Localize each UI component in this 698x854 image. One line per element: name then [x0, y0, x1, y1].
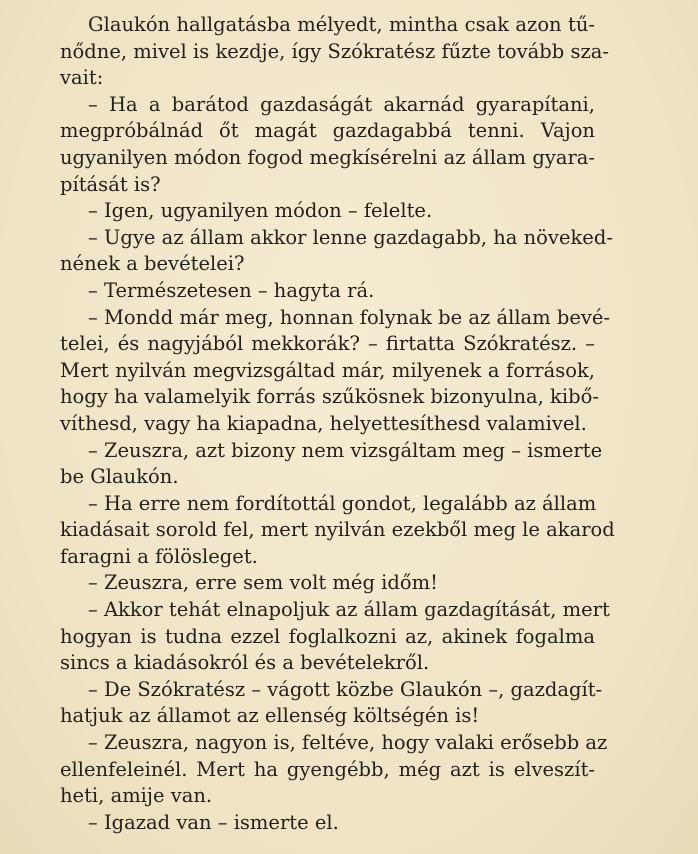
paragraph	[60, 198, 595, 225]
paragraph	[60, 597, 610, 677]
text-line: kiadásait sorold fel, mert nyilván ezekből meg le akarod	[60, 518, 615, 542]
text-line: telei, és nagyjából mekkorák? – firtatta Szókratész. –	[60, 332, 595, 356]
text-line: nének a bevételei?	[60, 252, 245, 276]
text-line: hogy ha valamelyik forrás szűkösnek bizonyulna, kibő-	[60, 385, 599, 409]
text-line: – Zeuszra, nagyon is, feltéve, hogy valaki erősebb az	[88, 731, 608, 755]
paragraph	[60, 278, 595, 305]
text-line: hogyan is tudna ezzel foglalkozni az, akinek fogalma	[60, 624, 595, 648]
text-line: be Glaukón.	[60, 465, 179, 489]
text-line: hatjuk az államot az ellenség költségén is!	[60, 704, 480, 728]
text-line: – Zeuszra, azt bizony nem vizsgáltam meg – ismerte	[88, 438, 603, 462]
text-line: víthesd, vagy ha kiapadna, helyettesíthesd valamivel.	[60, 411, 587, 435]
page-text	[60, 12, 615, 836]
paragraph	[60, 225, 613, 278]
paragraph	[60, 677, 603, 730]
text-line: ugyanilyen módon fogod megkísérelni az állam gyara-	[60, 145, 595, 169]
text-line: ellenfeleinél. Mert ha gyengébb, még azt is elveszít-	[60, 757, 595, 781]
paragraph	[60, 491, 615, 571]
text-line: – Akkor tehát elnapoljuk az állam gazdagítását, mert	[88, 598, 610, 622]
text-line: Glaukón hallgatásba mélyedt, mintha csak azon tű-	[88, 13, 595, 36]
text-line: – Zeuszra, erre sem volt még időm!	[88, 571, 438, 595]
text-line: – Ugye az állam akkor lenne gazdagabb, ha növeked-	[88, 225, 613, 249]
paragraph	[60, 92, 595, 198]
paragraph	[60, 570, 595, 597]
text-line: – De Szókratész – vágott közbe Glaukón –, gazdagít-	[88, 677, 603, 701]
text-line: vait:	[60, 66, 104, 90]
text-line: nődne, mivel is kezdje, így Szókratész fűzte tovább sza-	[60, 39, 609, 63]
text-line: megpróbálnád őt magát gazdagabbá tenni. Vajon	[60, 119, 595, 143]
text-line: – Igazad van – ismerte el.	[88, 810, 339, 834]
text-line: – Ha a barátod gazdaságát akarnád gyarapítani,	[88, 92, 595, 116]
paragraph	[60, 305, 611, 438]
text-line: pítását is?	[60, 172, 161, 196]
text-line: – Ha erre nem fordítottál gondot, legalább az állam	[88, 491, 597, 515]
text-line: – Mondd már meg, honnan folynak be az állam bevé-	[88, 305, 611, 329]
text-line: heti, amije van.	[60, 784, 213, 808]
text-line: Mert nyilván megvizsgáltad már, milyenek a források,	[60, 358, 595, 382]
paragraph	[60, 12, 609, 92]
text-line: sincs a kiadásokról és a bevételekről.	[60, 651, 430, 675]
text-line: faragni a fölösleget.	[60, 544, 258, 568]
text-line: – Igen, ugyanilyen módon – felelte.	[88, 199, 433, 223]
paragraph	[60, 730, 608, 810]
paragraph	[60, 438, 603, 491]
paragraph	[60, 810, 595, 837]
text-line: – Természetesen – hagyta rá.	[88, 278, 375, 302]
